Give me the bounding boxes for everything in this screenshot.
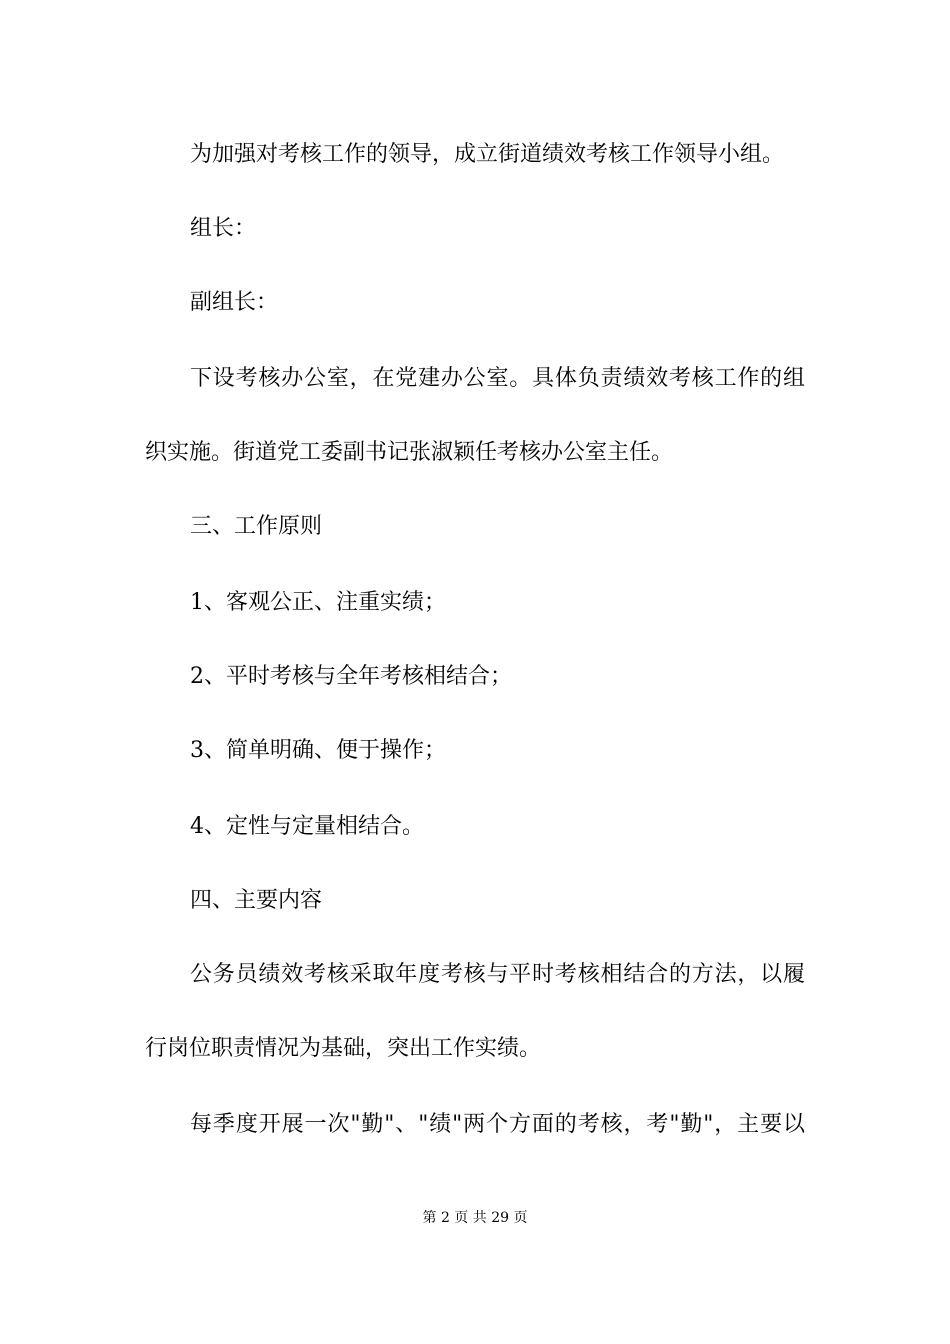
paragraph-line: 为加强对考核工作的领导，成立街道绩效考核工作领导小组。: [190, 142, 785, 167]
paragraph-line: 织实施。街道党工委副书记张淑颖任考核办公室主任。: [145, 440, 674, 465]
page-footer: 第 2 页 共 29 页: [422, 1210, 528, 1226]
list-item: 3、简单明确、便于操作；: [190, 738, 446, 763]
section-heading: 四、主要内容: [190, 888, 323, 913]
list-item: 2、平时考核与全年考核相结合；: [190, 664, 512, 689]
paragraph-line: 公务员绩效考核采取年度考核与平时考核相结合的方法，以履: [190, 962, 805, 987]
paragraph-line: 行岗位职责情况为基础，突出工作实绩。: [145, 1036, 542, 1061]
paragraph-line: 每季度开展一次"勤"、"绩"两个方面的考核，考"勤"，主要以: [190, 1112, 805, 1137]
list-item: 4、定性与定量相结合。: [190, 814, 424, 839]
section-heading: 三、工作原则: [190, 514, 323, 539]
paragraph-line: 下设考核办公室，在党建办公室。具体负责绩效考核工作的组: [190, 366, 805, 391]
paragraph-line: 副组长：: [190, 290, 279, 315]
paragraph-line: 组长：: [190, 216, 257, 241]
list-item: 1、客观公正、注重实绩；: [190, 590, 446, 615]
